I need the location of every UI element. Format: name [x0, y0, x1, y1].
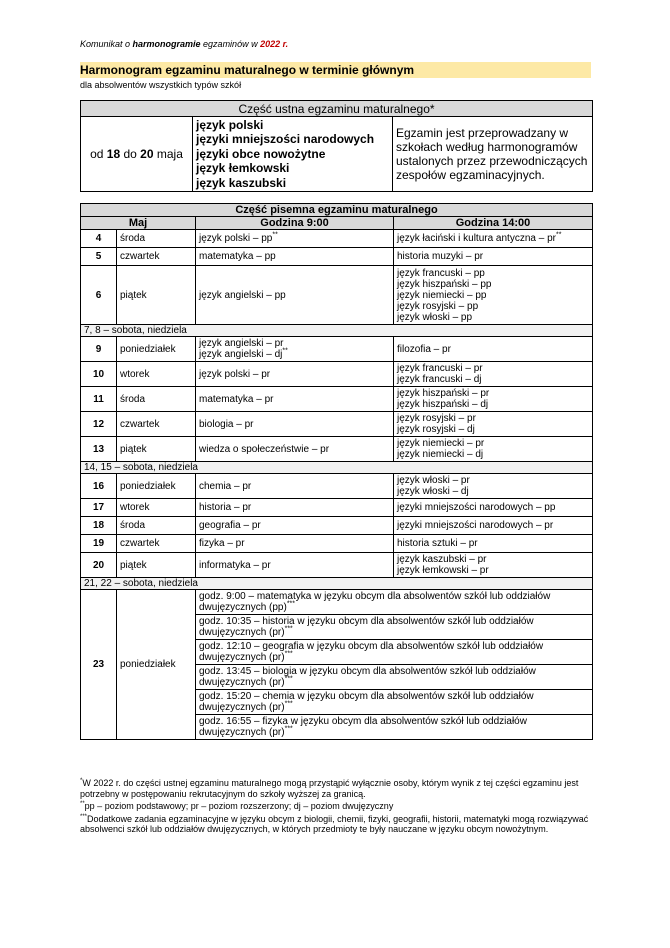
- afternoon-exam: [394, 553, 593, 578]
- afternoon-text: historia sztuki – pr: [397, 538, 478, 549]
- weekday: środa: [117, 387, 196, 412]
- oral-subject: język polski: [196, 118, 264, 132]
- afternoon-text: filozofia – pr: [397, 343, 451, 355]
- afternoon-line: język włoski – pp: [397, 311, 473, 323]
- footnote-mark: ***: [286, 600, 295, 608]
- day-number: 12: [81, 412, 117, 437]
- afternoon-exam: [394, 337, 593, 362]
- morning-exam: [196, 474, 394, 499]
- footnote-3: ***Dodatkowe zadania egzaminacyjne w języku obcym z biologii, chemii, fizyki, geografii, historii, matematyki mogą rozwiązywać absolwenci szkół lub oddziałów dwujęzycznych, w których przedmioty te były nauczane w języku obcym nowożytnym.: [80, 813, 589, 834]
- morning-text: matematyka – pp: [199, 251, 276, 262]
- afternoon-exam: [394, 474, 593, 499]
- afternoon-exam: [394, 362, 593, 387]
- schedule-row: [81, 248, 593, 266]
- slot-text: godz. 15:20 – chemia w języku obcym dla absolwentów szkół lub oddziałów dwujęzycznych (pr): [199, 691, 534, 713]
- column-header-morning: Godzina 9:00: [196, 217, 394, 230]
- column-header-month: Maj: [81, 217, 196, 230]
- day-number: 20: [81, 553, 117, 578]
- morning-line: język angielski – pr: [199, 338, 284, 349]
- morning-exam: [196, 437, 394, 462]
- afternoon-exam: [394, 535, 593, 553]
- afternoon-exam: [394, 412, 593, 437]
- morning-text: język polski – pp: [199, 233, 273, 244]
- footnote-mark: ***: [284, 650, 293, 658]
- slot-text: godz. 10:35 – historia w języku obcym dla absolwentów szkół lub oddziałów dwujęzycznych (pr): [199, 616, 534, 638]
- afternoon-exam: [394, 266, 593, 325]
- afternoon-line: język włoski – pr: [397, 475, 470, 486]
- schedule-row: [81, 412, 593, 437]
- morning-exam: [196, 230, 394, 248]
- weekday: środa: [117, 230, 196, 248]
- afternoon-line: język kaszubski – pr: [397, 554, 487, 565]
- bilingual-exam-slot: [196, 615, 593, 640]
- footnote-mark: ***: [284, 700, 293, 708]
- day-number: 23: [81, 590, 117, 740]
- footnote-mark: ***: [284, 625, 293, 633]
- weekday: piątek: [117, 266, 196, 325]
- afternoon-line: język niemiecki – dj: [397, 449, 484, 460]
- schedule-row: [81, 474, 593, 499]
- footnotes: [80, 776, 600, 835]
- weekday: czwartek: [117, 412, 196, 437]
- day-number: 9: [81, 337, 117, 362]
- weekday: piątek: [117, 553, 196, 578]
- afternoon-line: język łemkowski – pr: [397, 565, 489, 576]
- morning-exam: [196, 517, 394, 535]
- day-number: 13: [81, 437, 117, 462]
- schedule-row: [81, 362, 593, 387]
- morning-exam: [196, 412, 394, 437]
- oral-subject: język kaszubski: [196, 175, 287, 190]
- afternoon-exam: [394, 437, 593, 462]
- oral-dates: od 18 do 20 maja: [81, 117, 193, 192]
- page-title: Harmonogram egzaminu maturalnego w terminie głównym: [80, 63, 415, 77]
- schedule-row: [81, 387, 593, 412]
- day-number: 19: [81, 535, 117, 553]
- afternoon-line: język rosyjski – pp: [397, 300, 479, 312]
- bilingual-exam-slot: [196, 665, 593, 690]
- schedule-row: [81, 437, 593, 462]
- weekday: poniedziałek: [117, 337, 196, 362]
- weekend-label: 21, 22 – sobota, niedziela: [81, 578, 593, 590]
- morning-exam: [196, 337, 394, 362]
- morning-text: fizyka – pr: [199, 538, 245, 549]
- afternoon-text: języki mniejszości narodowych – pp: [397, 502, 556, 513]
- day-number: 6: [81, 266, 117, 325]
- footnote-mark: **: [282, 347, 288, 355]
- oral-heading: Część ustna egzaminu maturalnego*: [81, 101, 593, 117]
- morning-text: chemia – pr: [199, 480, 252, 492]
- afternoon-text: historia muzyki – pr: [397, 251, 484, 262]
- afternoon-line: język francuski – pp: [397, 267, 485, 279]
- footnote-mark: **: [555, 231, 562, 239]
- page-subtitle: dla absolwentów wszystkich typów szkół: [80, 80, 242, 90]
- oral-subject: język łemkowski: [196, 161, 290, 176]
- morning-exam: [196, 362, 394, 387]
- afternoon-line: język hiszpański – pp: [397, 278, 492, 290]
- afternoon-line: język hiszpański – dj: [397, 399, 489, 410]
- schedule-row: [81, 590, 593, 615]
- morning-text: język angielski – pp: [199, 289, 286, 301]
- morning-text: matematyka – pr: [199, 393, 274, 405]
- day-number: 18: [81, 517, 117, 535]
- written-heading: Część pisemna egzaminu maturalnego: [81, 204, 593, 217]
- morning-exam: [196, 499, 394, 517]
- written-exam-table: [80, 203, 593, 740]
- footnote-mark: **: [272, 231, 278, 239]
- morning-line: język angielski – dj**: [199, 347, 288, 360]
- slot-text: godz. 9:00 – matematyka w języku obcym dla absolwentów szkół lub oddziałów dwujęzycznych (pp): [199, 591, 551, 613]
- schedule-row: [81, 230, 593, 248]
- weekend-label: 7, 8 – sobota, niedziela: [81, 325, 593, 337]
- weekend-row: [81, 578, 593, 590]
- morning-text: historia – pr: [199, 502, 252, 513]
- schedule-row: [81, 517, 593, 535]
- footnote-mark: ***: [284, 675, 293, 683]
- afternoon-line: język hiszpański – pr: [397, 388, 490, 399]
- bilingual-exam-slot: [196, 590, 593, 615]
- morning-exam: [196, 535, 394, 553]
- schedule-row: [81, 535, 593, 553]
- footnote-mark: ***: [284, 725, 293, 733]
- day-number: 17: [81, 499, 117, 517]
- afternoon-line: język niemiecki – pp: [397, 289, 487, 301]
- day-number: 4: [81, 230, 117, 248]
- morning-exam: [196, 553, 394, 578]
- oral-subject: języki obce nowożytne: [196, 146, 326, 161]
- afternoon-exam: [394, 248, 593, 266]
- oral-exam-table: [80, 100, 593, 192]
- afternoon-exam: [394, 387, 593, 412]
- schedule-row: [81, 553, 593, 578]
- weekday: poniedziałek: [117, 590, 196, 740]
- day-number: 11: [81, 387, 117, 412]
- footnote-1: *W 2022 r. do części ustnej egzaminu maturalnego mogą przystąpić wyłącznie osoby, którym wynik z tej części egzaminu jest potrzebny w postępowaniu rekrutacyjnym do szkoły wyższej za granicą.: [80, 778, 579, 799]
- oral-note: Egzamin jest przeprowadzany w szkołach według harmonogramów ustalonych przez przewodniczących zespołów egzaminacyjnych.: [393, 117, 593, 192]
- schedule-row: [81, 337, 593, 362]
- morning-exam: [196, 387, 394, 412]
- afternoon-exam: [394, 230, 593, 248]
- morning-exam: [196, 248, 394, 266]
- weekday: wtorek: [117, 499, 196, 517]
- weekday: czwartek: [117, 535, 196, 553]
- schedule-row: [81, 266, 593, 325]
- slot-text: godz. 13:45 – biologia w języku obcym dla absolwentów szkół lub oddziałów dwujęzycznych (pr): [199, 666, 536, 688]
- bilingual-exam-slot: [196, 640, 593, 665]
- oral-subjects: [193, 117, 393, 192]
- afternoon-text: języki mniejszości narodowych – pr: [397, 520, 554, 531]
- document-note: Komunikat o harmonogramie egzaminów w 2022 r.: [80, 39, 289, 49]
- day-number: 10: [81, 362, 117, 387]
- morning-exam: [196, 266, 394, 325]
- oral-subject: języki mniejszości narodowych: [196, 132, 375, 147]
- morning-text: wiedza o społeczeństwie – pr: [199, 443, 330, 455]
- schedule-row: [81, 499, 593, 517]
- morning-text: język polski – pr: [199, 368, 271, 380]
- day-number: 5: [81, 248, 117, 266]
- weekday: wtorek: [117, 362, 196, 387]
- afternoon-line: język francuski – dj: [397, 374, 482, 385]
- afternoon-line: język włoski – dj: [397, 486, 469, 497]
- weekend-row: [81, 462, 593, 474]
- bilingual-exam-slot: [196, 690, 593, 715]
- slot-text: godz. 12:10 – geografia w języku obcym dla absolwentów szkół lub oddziałów dwujęzycznych (pr): [199, 641, 544, 663]
- slot-text: godz. 16:55 – fizyka w języku obcym dla absolwentów szkół lub oddziałów dwujęzycznych (pr): [199, 716, 527, 738]
- weekend-label: 14, 15 – sobota, niedziela: [81, 462, 593, 474]
- afternoon-line: język rosyjski – dj: [397, 424, 475, 435]
- morning-text: geografia – pr: [199, 520, 261, 531]
- day-number: 16: [81, 474, 117, 499]
- afternoon-exam: [394, 499, 593, 517]
- weekday: czwartek: [117, 248, 196, 266]
- column-header-afternoon: Godzina 14:00: [394, 217, 593, 230]
- weekday: środa: [117, 517, 196, 535]
- afternoon-text: język łaciński i kultura antyczna – pr: [397, 233, 556, 244]
- weekday: poniedziałek: [117, 474, 196, 499]
- morning-text: biologia – pr: [199, 418, 254, 430]
- bilingual-exam-slot: [196, 715, 593, 740]
- afternoon-line: język francuski – pr: [397, 363, 483, 374]
- weekday: piątek: [117, 437, 196, 462]
- weekend-row: [81, 325, 593, 337]
- afternoon-line: język niemiecki – pr: [397, 438, 485, 449]
- afternoon-exam: [394, 517, 593, 535]
- morning-text: informatyka – pr: [199, 559, 271, 571]
- afternoon-line: język rosyjski – pr: [397, 413, 476, 424]
- footnote-2: **pp – poziom podstawowy; pr – poziom rozszerzony; dj – poziom dwujęzyczny: [80, 801, 394, 811]
